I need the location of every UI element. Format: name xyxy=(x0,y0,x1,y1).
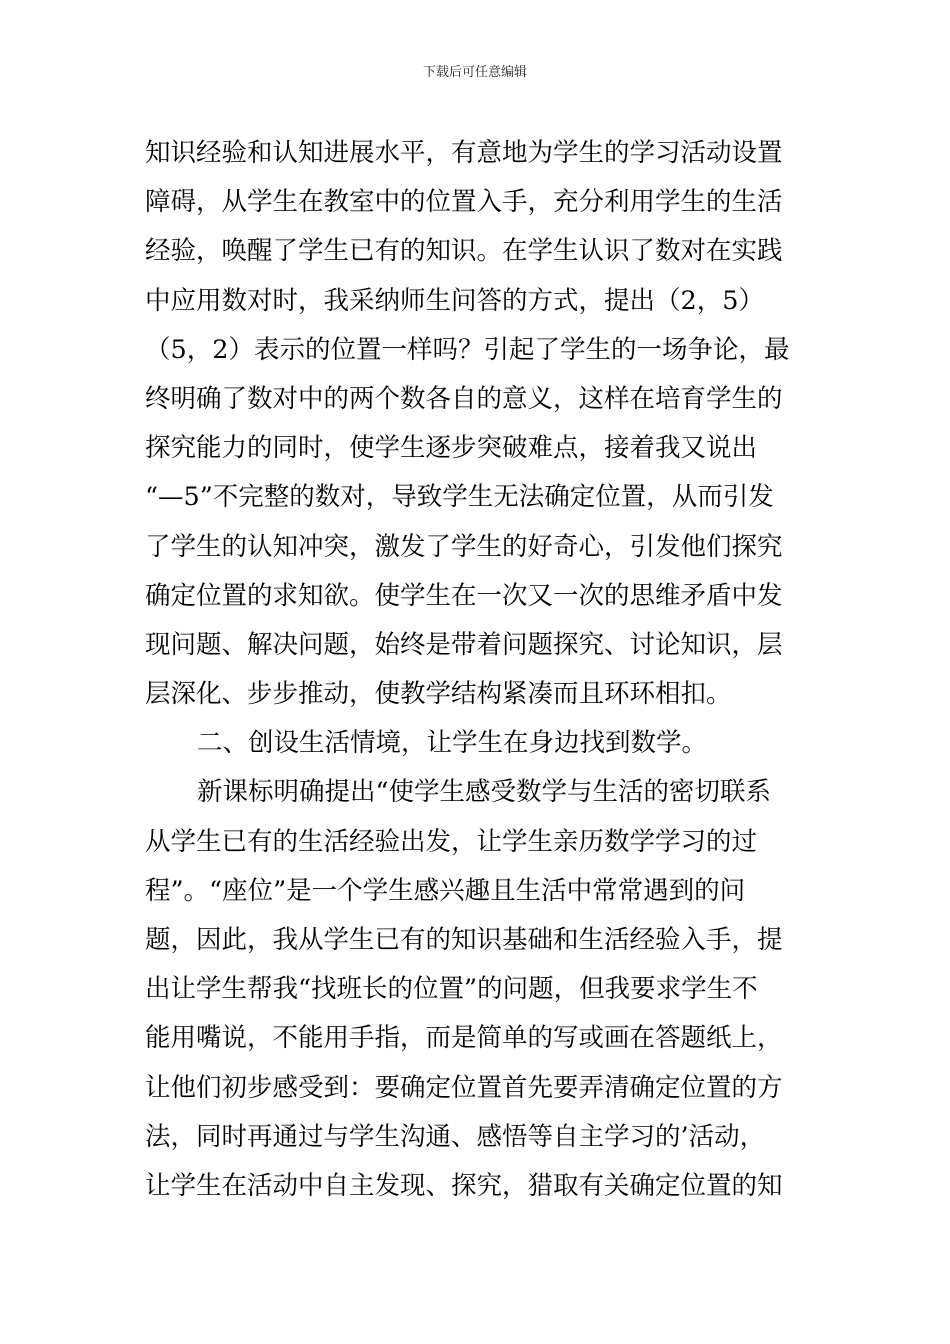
text-line: 法，同时再通过与学生沟通、感悟等自主学习的’活动， xyxy=(145,1121,766,1152)
text-line: 让学生在活动中自主发现、探究，猎取有关确定位置的知 xyxy=(145,1170,783,1201)
text-line: 知识经验和认知进展水平，有意地为学生的学习活动设置 xyxy=(145,138,783,168)
text-line: 了学生的认知冲突，激发了学生的好奇心，引发他们探究 xyxy=(145,531,783,562)
text-line: 经验，唤醒了学生已有的知识。在学生认识了数对在实践 xyxy=(145,236,783,267)
text-line: 程”。“座位”是一个学生感兴趣且生活中常常遇到的问 xyxy=(145,875,746,906)
text-line: 让他们初步感受到：要确定位置首先要弄清确定位置的方 xyxy=(145,1072,783,1103)
text-line: 能用嘴说，不能用手指，而是简单的写或画在答题纸上， xyxy=(145,1023,783,1054)
text-line: 障碍，从学生在教室中的位置入手，充分利用学生的生活 xyxy=(145,187,783,218)
page-header: 下载后可任意编辑 xyxy=(422,65,527,80)
text-line: 新课标明确提出“使学生感受数学与生活的密切联系 xyxy=(197,777,772,808)
text-line: 出让学生帮我“找班长的位置”的问题，但我要求学生不 xyxy=(145,974,758,1005)
text-line: 终明确了数对中的两个数各自的意义，这样在培育学生的 xyxy=(145,383,783,414)
text-line: 从学生已有的生活经验出发，让学生亲历数学学习的过 xyxy=(145,826,758,857)
text-line: 确定位置的求知欲。使学生在一次又一次的思维矛盾中发 xyxy=(145,580,783,611)
text-line: 层深化、步步推动，使教学结构紧凑而且环环相扣。 xyxy=(145,679,732,710)
text-line: 中应用数对时，我采纳师生问答的方式，提出（2，5） xyxy=(145,285,764,316)
text-line: （5，2）表示的位置一样吗？引起了学生的一场争论，最 xyxy=(145,334,790,365)
text-line: 题，因此，我从学生已有的知识基础和生活经验入手，提 xyxy=(145,925,783,955)
text-line: “—5”不完整的数对，导致学生无法确定位置，从而引发 xyxy=(145,482,774,513)
section-heading: 二、创设生活情境，让学生在身边找到数学。 xyxy=(197,728,708,759)
document-body xyxy=(145,129,810,1211)
text-line: 现问题、解决问题，始终是带着问题探究、讨论知识，层 xyxy=(145,629,783,660)
text-line: 探究能力的同时，使学生逐步突破难点，接着我又说出 xyxy=(145,433,758,464)
